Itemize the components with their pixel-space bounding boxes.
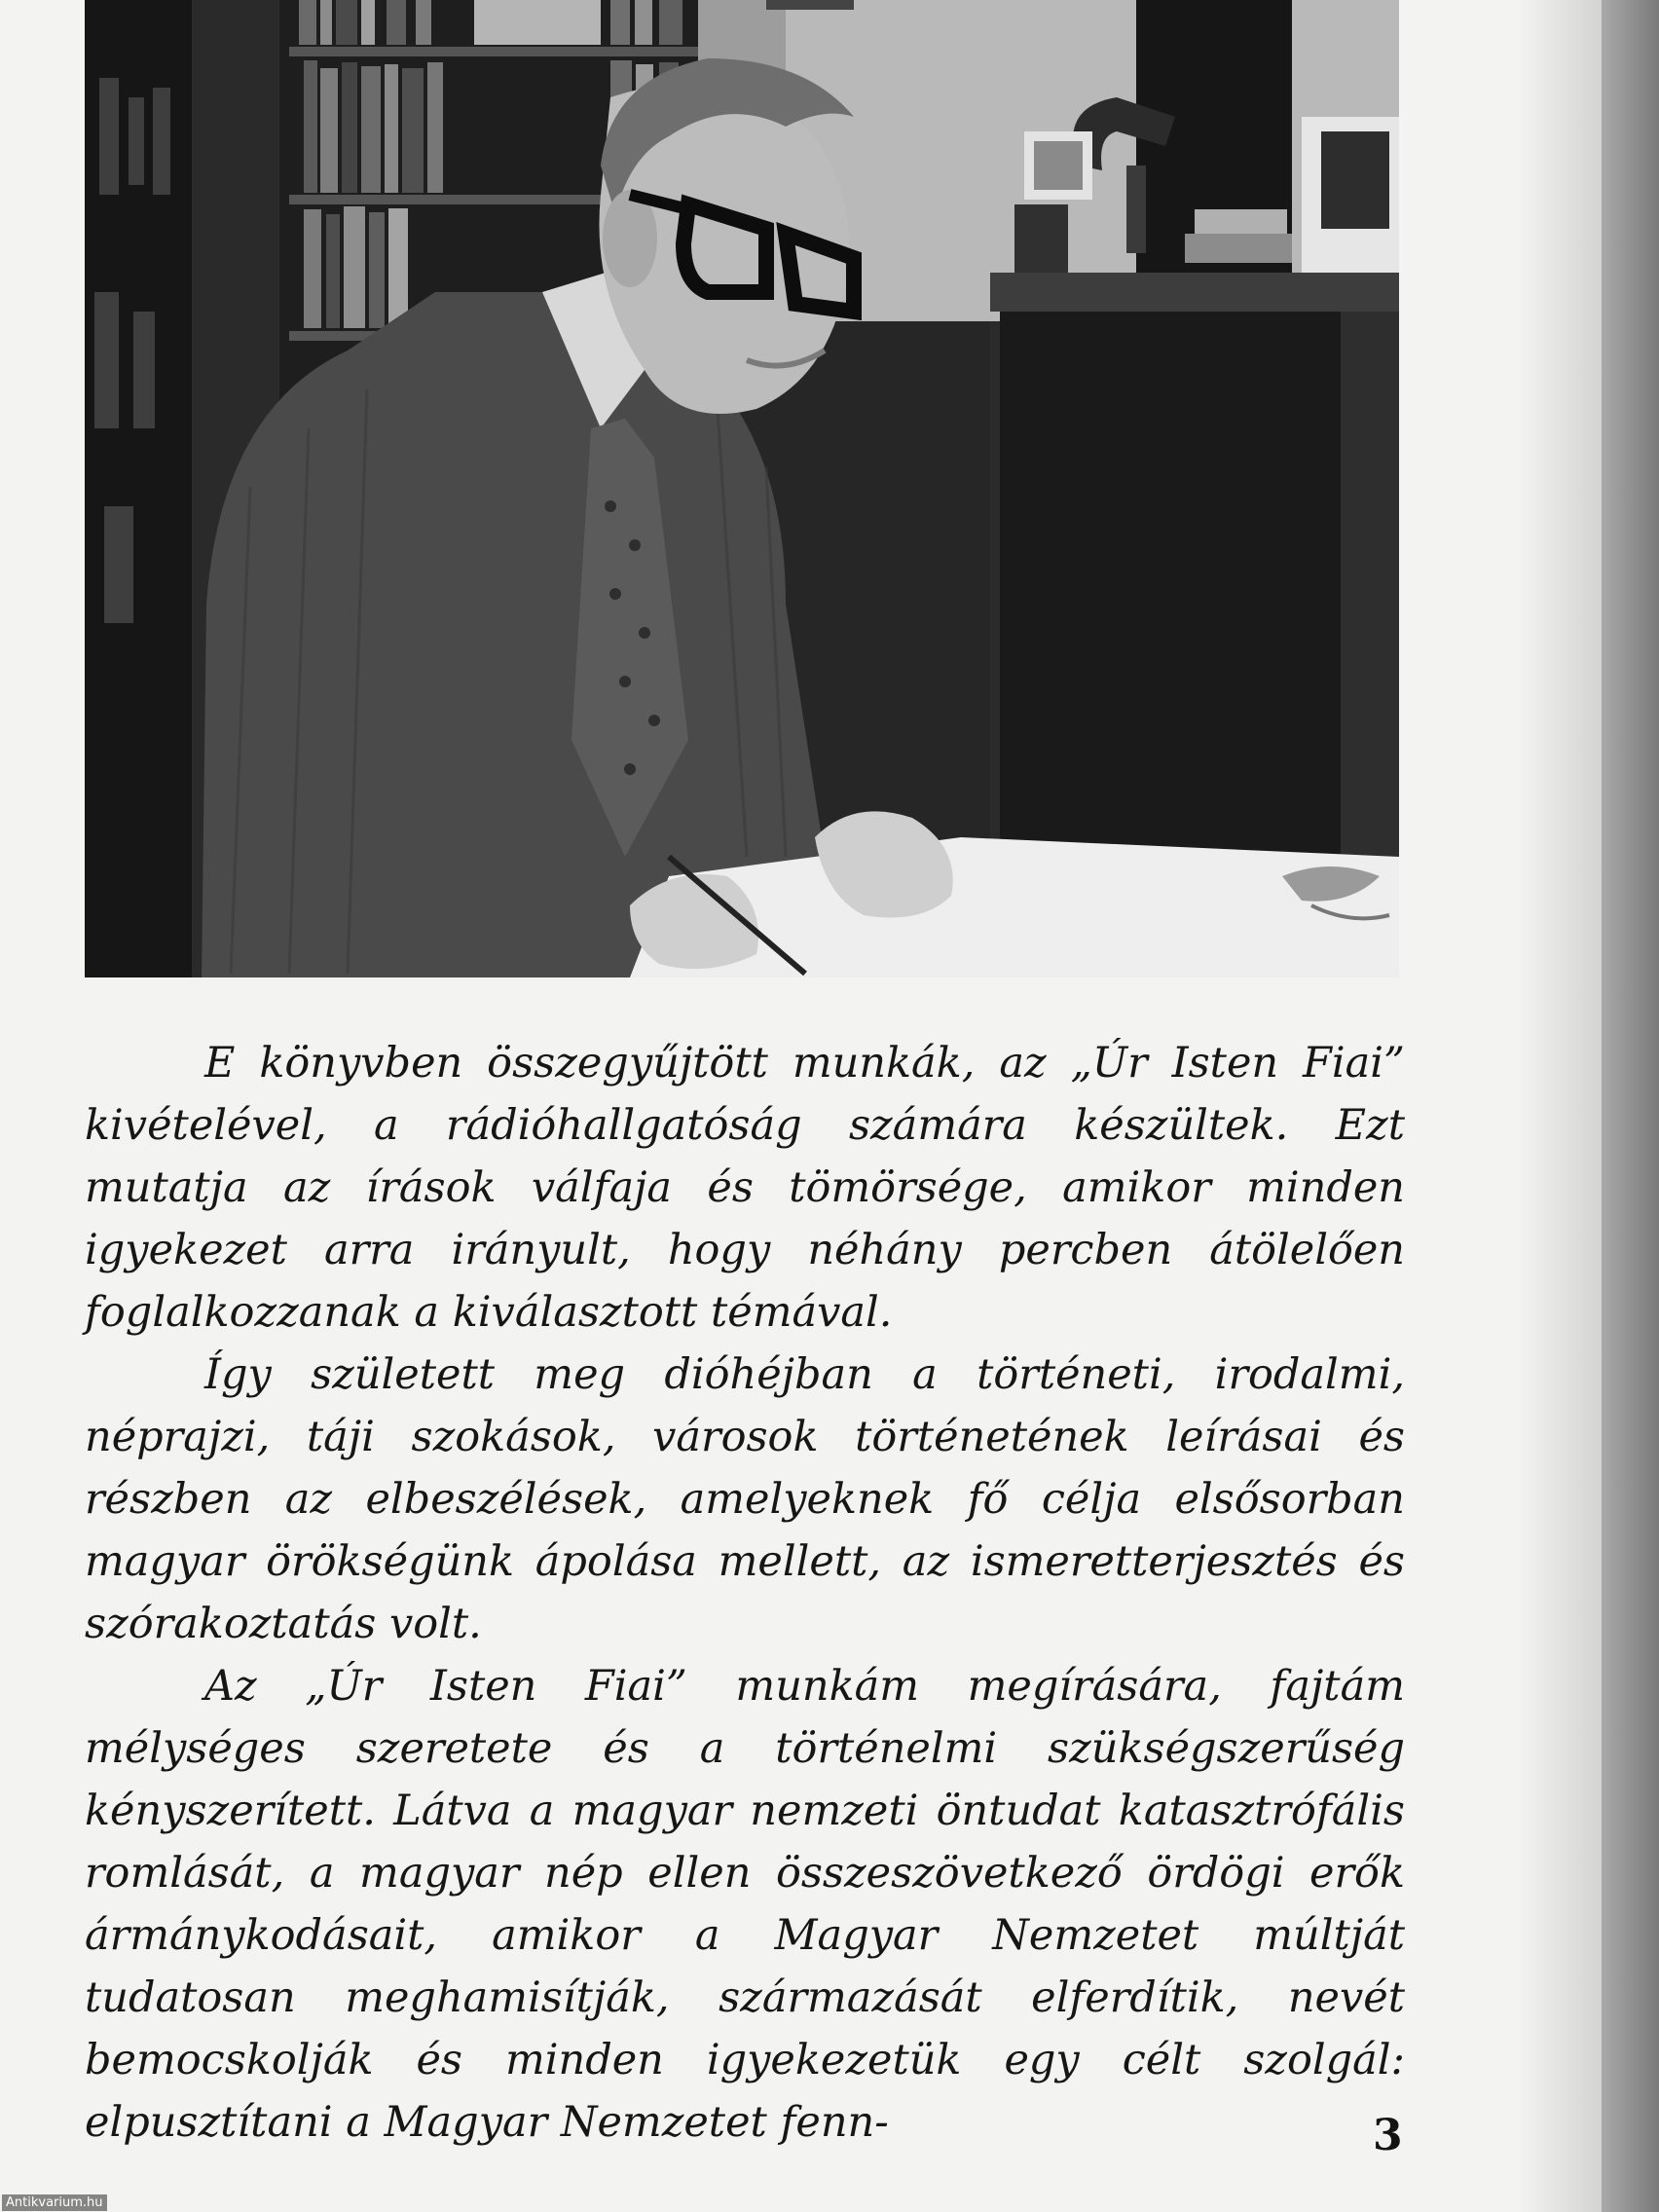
author-photo <box>85 0 1399 977</box>
paragraph-1: E könyvben összegyűjtött munkák, az „Úr Isten Fiai” kivételével, a rádióhallgatóság számára készültek. Ezt mutatja az írások válfaja és tömörsége, amikor minden igyekezet arra irányult, hogy néhány percben átölelően foglalkozzanak a kiválasztott témával. <box>85 1039 1405 1337</box>
page-edge-shadow <box>1602 0 1659 2212</box>
page-number: 3 <box>1373 2111 1403 2160</box>
paragraph-2: Így született meg dióhéjban a történeti, irodalmi, néprajzi, táji szokások, városok történetének leírásai és részben az elbeszélések, amelyeknek fő célja elsősorban magyar örökségünk ápolása mellett, az ismeretterjesztés és szórakoztatás volt. <box>85 1350 1405 1648</box>
body-text <box>85 1032 1405 2154</box>
watermark-text: Antikvarium.hu <box>2 2194 107 2211</box>
page-gutter-shadow <box>1519 0 1602 2212</box>
paragraph-3: Az „Úr Isten Fiai” munkám megírására, fajtám mélységes szeretete és a történelmi szükségszerűség kényszerített. Látva a magyar nemzeti öntudat katasztrófális romlását, a magyar nép ellen összeszövetkező ördögi erők ármánykodásait, amikor a Magyar Nemzetet múltját tudatosan meghamisítják, származását elferdítik, nevét bemocskolják és minden igyekezetük egy célt szolgál: elpusztítani a Magyar Nemzetet fenn- <box>85 1662 1405 2147</box>
